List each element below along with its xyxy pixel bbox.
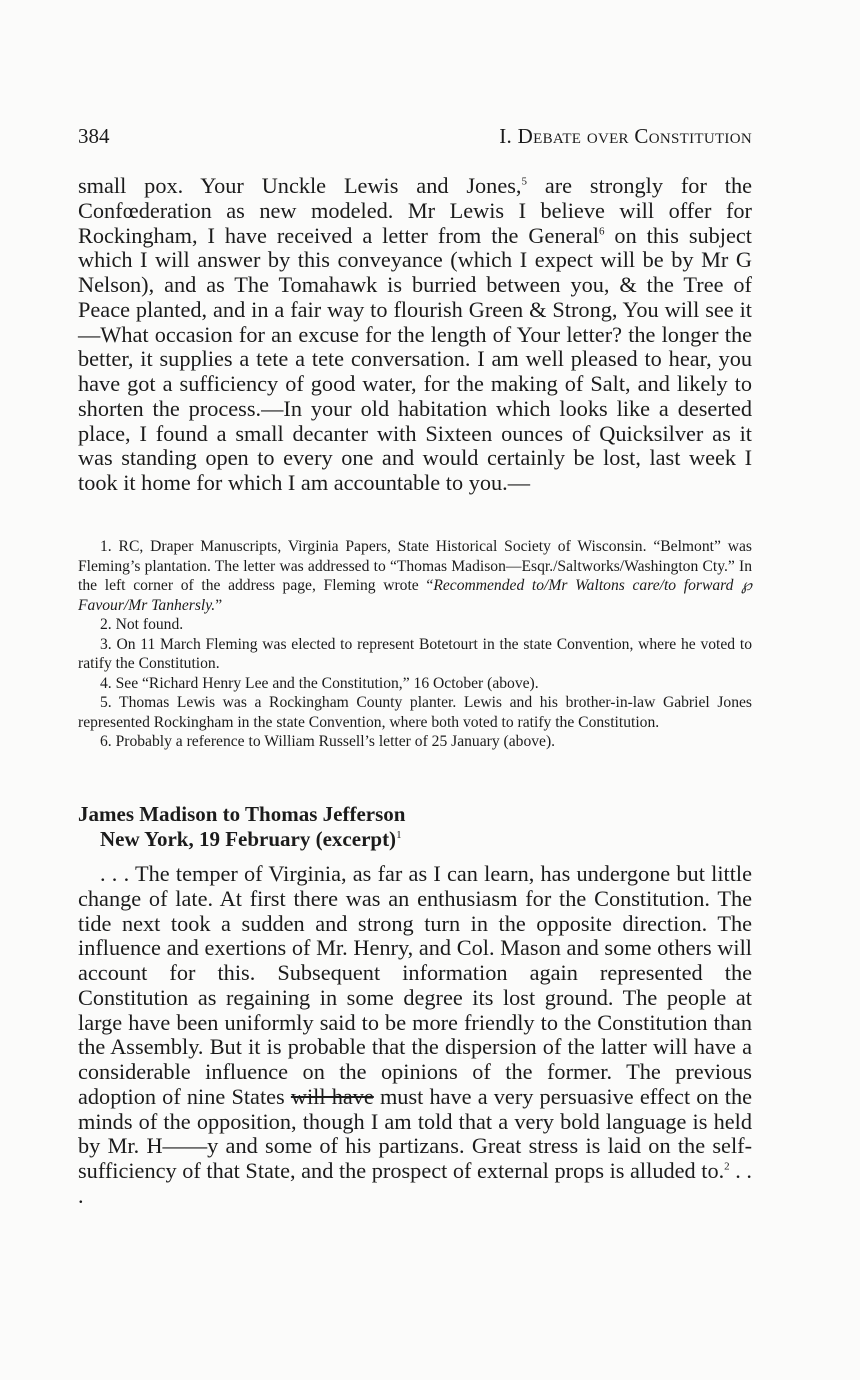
- footnote-2: 2. Not found.: [100, 616, 184, 633]
- text-run: small pox. Your Unckle Lewis and Jones,: [78, 173, 522, 198]
- heading-line-1: James Madison to Thomas Jefferson: [78, 802, 406, 826]
- letter-continuation-text: [78, 174, 752, 496]
- footnote-ref-6: 6: [598, 225, 605, 238]
- footnote-6: 6. Probably a reference to William Russell’s letter of 25 January (above).: [100, 733, 556, 750]
- italic-quote: Recommended to/Mr Waltons care/to forward ℘ Favour/Mr Tanhersly.: [78, 577, 752, 614]
- footnote-5: 5. Thomas Lewis was a Rockingham County planter. Lewis and his brother-in-law Gabriel Jones represented Rockingham in the state Convention, where both voted to ratify the Constitution.: [78, 694, 752, 731]
- text-run: must have a very persuasive effect on the minds of the opposition, though I am told that a very bold language is held by Mr. H——y and some of his partizans. Great stress is laid on the self-sufficiency of that State, and the prospect of external props is alluded to.: [78, 1083, 752, 1183]
- footnote-4: 4. See “Richard Henry Lee and the Constitution,” 16 October (above).: [100, 674, 539, 692]
- heading-line-2: [78, 827, 752, 852]
- text-run: . . . The temper of Virginia, as far as I can learn, has undergone but little change of late. At first there was an enthusiasm for the Constitution. The tide next took a sudden and strong turn in the opposite direction. The influence and exertions of Mr. Henry, and Col. Mason and some others will account for this. Subsequent information again represented the Constitution as regaining in some degree its lost ground. The people at large have been uniformly said to be more friendly to the Constitution than the Assembly. But it is probable that the dispersion of the latter will have a considerable influence on the opinions of the former. The previous adoption of nine States: [78, 861, 752, 1109]
- footnotes: [78, 537, 752, 752]
- page-number: 384: [78, 124, 110, 148]
- footnote-ref-1: 1: [396, 829, 402, 841]
- section-title: I. Debate over Constitution: [499, 124, 752, 148]
- text-run: are strongly for the Confœderation as new modeled. Mr Lewis I believe will offer for Rockingham, I have received a letter from the General: [78, 173, 752, 248]
- struck-text: will have: [290, 1083, 374, 1109]
- text-run: New York, 19 February (excerpt): [100, 827, 397, 851]
- document-heading: [78, 802, 752, 852]
- footnote-ref-2: 2: [724, 1160, 730, 1173]
- footnote-1: [78, 537, 752, 615]
- footnote-ref-5: 5: [521, 175, 527, 188]
- text-run: 1. RC, Draper Manuscripts, Virginia Papers, State Historical Society of Wisconsin. “Belmont” was Fleming’s plantation. The letter was addressed to “Thomas Madison—Esqr./Saltworks/Washington Cty.” In the left corner of the address page, Fleming wrote “: [78, 538, 752, 594]
- running-head: [78, 124, 752, 154]
- footnote-3: 3. On 11 March Fleming was elected to represent Botetourt in the state Convention, where he voted to ratify the Constitution.: [78, 635, 752, 672]
- text-run: on this subject which I will answer by this conveyance (which I expect will be by Mr G Nelson), and as The Tomahawk is burried between you, & the Tree of Peace planted, and in a fair way to flourish Green & Strong, You will see it—What occasion for an excuse for the length of Your letter? the longer the better, it supplies a tete a tete conversation. I am well pleased to hear, you have got a sufficiency of good water, for the making of Salt, and likely to shorten the process.—In your old habitation which looks like a deserted place, I found a small decanter with Sixteen ounces of Quicksilver as it was standing open to every one and would certainly be lost, last week I took it home for which I am accountable to you.—: [78, 222, 752, 495]
- text-run: ”: [215, 596, 223, 614]
- text-run: . . .: [78, 1158, 752, 1208]
- madison-letter-text: [78, 862, 752, 1209]
